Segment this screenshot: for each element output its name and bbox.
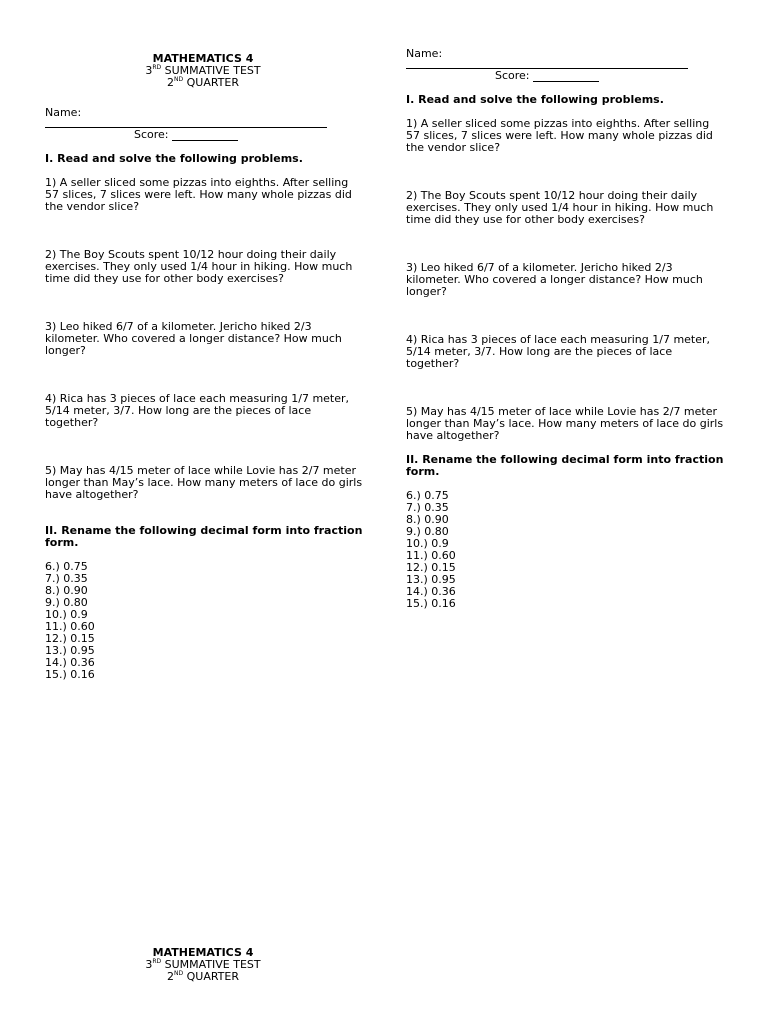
bottom-header-block	[45, 947, 361, 983]
problem-5: 5) May has 4/15 meter of lace while Lovie has 2/7 meter longer than May’s lace. How many meters of lace do girls have altogether?	[45, 464, 363, 501]
section-1-title: I. Read and solve the following problems.	[406, 93, 664, 106]
problem-2: 2) The Boy Scouts spent 10/12 hour doing their daily exercises. They only used 1/4 hour in hiking. How much time did they use for other body exercises?	[45, 248, 353, 285]
decimal-item: 9.) 0.80	[406, 525, 449, 538]
problem-2: 2) The Boy Scouts spent 10/12 hour doing their daily exercises. They only used 1/4 hour in hiking. How much time did they use for other body exercises?	[406, 189, 714, 226]
quarter-name: 2ND QUARTER	[167, 970, 239, 983]
decimal-item: 6.) 0.75	[45, 560, 88, 573]
decimal-item: 6.) 0.75	[406, 489, 449, 502]
name-label: Name:	[406, 47, 443, 60]
score-row	[45, 129, 327, 141]
name-blank-line[interactable]	[45, 121, 327, 128]
problem-5: 5) May has 4/15 meter of lace while Lovie has 2/7 meter longer than May’s lace. How many meters of lace do girls have altogether?	[406, 405, 724, 442]
decimal-item: 13.) 0.95	[406, 573, 456, 586]
score-label: Score:	[494, 69, 530, 82]
name-blank-line[interactable]	[406, 62, 688, 69]
decimal-item: 12.) 0.15	[45, 632, 95, 645]
problem-1: 1) A seller sliced some pizzas into eighths. After selling 57 slices, 7 slices were left. How many whole pizzas did the vendor slice?	[45, 176, 352, 213]
test-name: 3RD SUMMATIVE TEST	[145, 64, 261, 77]
section-2-title: II. Rename the following decimal form into fraction form.	[45, 524, 363, 549]
decimal-item: 12.) 0.15	[406, 561, 456, 574]
decimal-item: 11.) 0.60	[45, 620, 95, 633]
problem-4: 4) Rica has 3 pieces of lace each measuring 1/7 meter, 5/14 meter, 3/7. How long are the pieces of lace together?	[406, 333, 711, 370]
decimal-item: 8.) 0.90	[45, 584, 88, 597]
decimal-list	[45, 561, 365, 681]
bottom-test-header	[45, 947, 361, 983]
problem-4: 4) Rica has 3 pieces of lace each measuring 1/7 meter, 5/14 meter, 3/7. How long are the pieces of lace together?	[45, 392, 350, 429]
decimal-item: 9.) 0.80	[45, 596, 88, 609]
name-label: Name:	[45, 106, 82, 119]
decimal-item: 14.) 0.36	[406, 585, 456, 598]
left-test-column	[45, 53, 365, 681]
decimal-item: 11.) 0.60	[406, 549, 456, 562]
decimal-item: 14.) 0.36	[45, 656, 95, 669]
section-1-title: I. Read and solve the following problems.	[45, 152, 303, 165]
left-test-header	[45, 53, 361, 89]
problem-3: 3) Leo hiked 6/7 of a kilometer. Jericho hiked 2/3 kilometer. Who covered a longer distance? How much longer?	[406, 261, 703, 298]
score-blank-line[interactable]	[533, 71, 599, 82]
decimal-item: 10.) 0.9	[45, 608, 88, 621]
decimal-item: 13.) 0.95	[45, 644, 95, 657]
decimal-item: 7.) 0.35	[45, 572, 88, 585]
section-2-title: II. Rename the following decimal form into fraction form.	[406, 453, 724, 478]
decimal-item: 10.) 0.9	[406, 537, 449, 550]
test-name: 3RD SUMMATIVE TEST	[145, 958, 261, 971]
decimal-item: 15.) 0.16	[45, 668, 95, 681]
decimal-list	[406, 490, 726, 610]
quarter-name: 2ND QUARTER	[167, 76, 239, 89]
score-blank-line[interactable]	[172, 130, 238, 141]
subject-title: MATHEMATICS 4	[152, 52, 254, 65]
problem-1: 1) A seller sliced some pizzas into eighths. After selling 57 slices, 7 slices were left. How many whole pizzas did the vendor slice?	[406, 117, 713, 154]
decimal-item: 7.) 0.35	[406, 501, 449, 514]
problem-3: 3) Leo hiked 6/7 of a kilometer. Jericho hiked 2/3 kilometer. Who covered a longer distance? How much longer?	[45, 320, 342, 357]
right-test-column	[406, 48, 726, 610]
score-label: Score:	[133, 128, 169, 141]
subject-title: MATHEMATICS 4	[152, 946, 254, 959]
decimal-item: 15.) 0.16	[406, 597, 456, 610]
decimal-item: 8.) 0.90	[406, 513, 449, 526]
score-row	[406, 70, 688, 82]
